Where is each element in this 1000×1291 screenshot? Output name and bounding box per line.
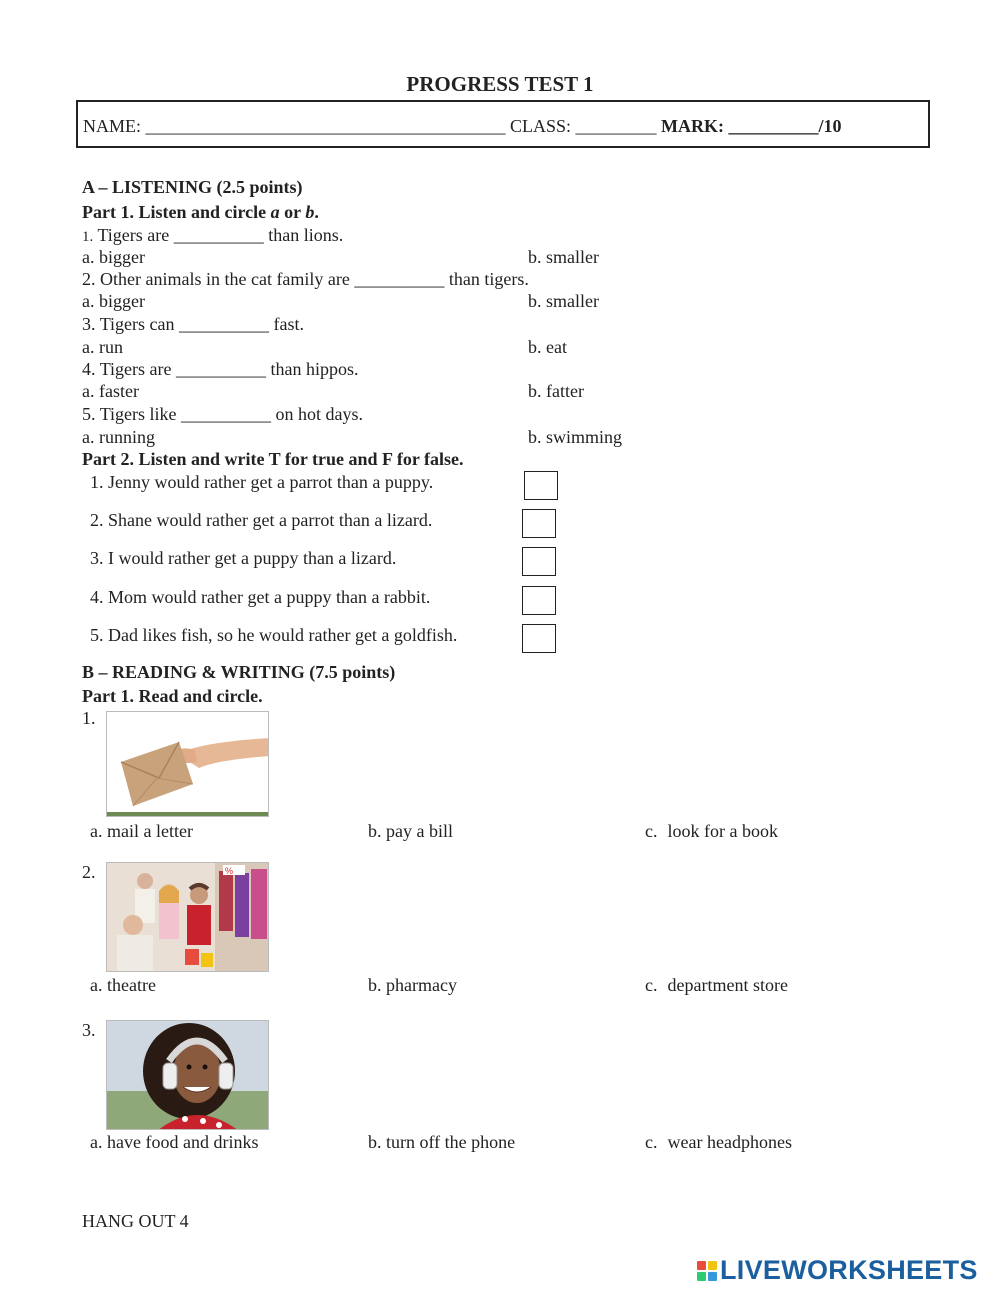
liveworksheets-logo [697, 1255, 978, 1286]
girl-headphones-illustration [107, 1021, 269, 1130]
option-b[interactable]: b. pay a bill [368, 821, 453, 841]
true-false-answer-box[interactable] [522, 509, 556, 538]
class-field[interactable]: _________ [575, 116, 657, 136]
hand-holding-envelope-illustration [107, 712, 269, 817]
listening-question: 4. Tigers are __________ than hippos. [82, 359, 359, 379]
mark-label: MARK: [661, 116, 725, 136]
option-b[interactable]: b. pharmacy [368, 975, 457, 995]
option-a[interactable]: a. have food and drinks [90, 1132, 259, 1152]
option-a[interactable]: a. run [82, 337, 123, 357]
svg-text:%: % [225, 866, 234, 876]
true-false-statement: 5. Dad likes fish, so he would rather get a goldfish. [90, 625, 458, 645]
shopping-picture [106, 862, 269, 972]
footer-text: HANG OUT 4 [82, 1211, 189, 1231]
option-b[interactable]: b. turn off the phone [368, 1132, 516, 1152]
listening-question: 1. Tigers are __________ than lions. [82, 225, 344, 245]
true-false-statement: 2. Shane would rather get a parrot than a lizard. [90, 510, 433, 530]
true-false-statement: 3. I would rather get a puppy than a lizard. [90, 548, 397, 568]
reading-item-number: 1. [82, 708, 96, 728]
reading-item-number: 3. [82, 1020, 96, 1040]
option-c[interactable]: c. wear headphones [645, 1132, 792, 1152]
mark-field[interactable]: __________ [728, 116, 819, 136]
class-label: CLASS: [510, 116, 572, 136]
headphones-picture [106, 1020, 269, 1130]
family-shopping-illustration [107, 863, 269, 972]
option-b[interactable]: b. eat [528, 337, 567, 357]
option-a[interactable]: a. bigger [82, 247, 145, 267]
reading-heading: B – READING & WRITING (7.5 points) [82, 662, 396, 682]
listening-question: 5. Tigers like __________ on hot days. [82, 404, 364, 424]
option-a[interactable]: a. mail a letter [90, 821, 193, 841]
true-false-answer-box[interactable] [522, 547, 556, 576]
option-b[interactable]: b. swimming [528, 427, 623, 447]
name-label: NAME: [83, 116, 141, 136]
true-false-statement: 4. Mom would rather get a puppy than a rabbit. [90, 587, 431, 607]
true-false-answer-box[interactable] [524, 471, 558, 500]
listening-part2-instruction: Part 2. Listen and write T for true and F for false. [82, 449, 464, 469]
option-b[interactable]: b. fatter [528, 381, 584, 401]
option-a[interactable]: a. bigger [82, 291, 145, 311]
page-title: PROGRESS TEST 1 [406, 72, 594, 96]
option-a[interactable]: a. faster [82, 381, 139, 401]
listening-part1-instruction: Part 1. Listen and circle a or b. [82, 202, 319, 222]
brand-name: LIVEWORKSHEETS [720, 1255, 978, 1285]
option-c[interactable]: c. department store [645, 975, 788, 995]
listening-heading: A – LISTENING (2.5 points) [82, 177, 303, 197]
option-c[interactable]: c. look for a book [645, 821, 778, 841]
letter-picture [106, 711, 269, 817]
true-false-statement: 1. Jenny would rather get a parrot than a puppy. [90, 472, 434, 492]
student-info-line [83, 116, 842, 137]
true-false-answer-box[interactable] [522, 624, 556, 653]
listening-question: 3. Tigers can __________ fast. [82, 314, 305, 334]
logo-blocks-icon [697, 1261, 717, 1281]
mark-total: /10 [818, 116, 842, 136]
option-a[interactable]: a. running [82, 427, 155, 447]
true-false-answer-box[interactable] [522, 586, 556, 615]
option-b[interactable]: b. smaller [528, 291, 599, 311]
reading-item-number: 2. [82, 862, 96, 882]
name-field[interactable]: ________________________________________ [145, 116, 506, 136]
option-b[interactable]: b. smaller [528, 247, 599, 267]
listening-question: 2. Other animals in the cat family are __________ than tigers. [82, 269, 529, 289]
option-a[interactable]: a. theatre [90, 975, 156, 995]
reading-part1-instruction: Part 1. Read and circle. [82, 686, 263, 706]
